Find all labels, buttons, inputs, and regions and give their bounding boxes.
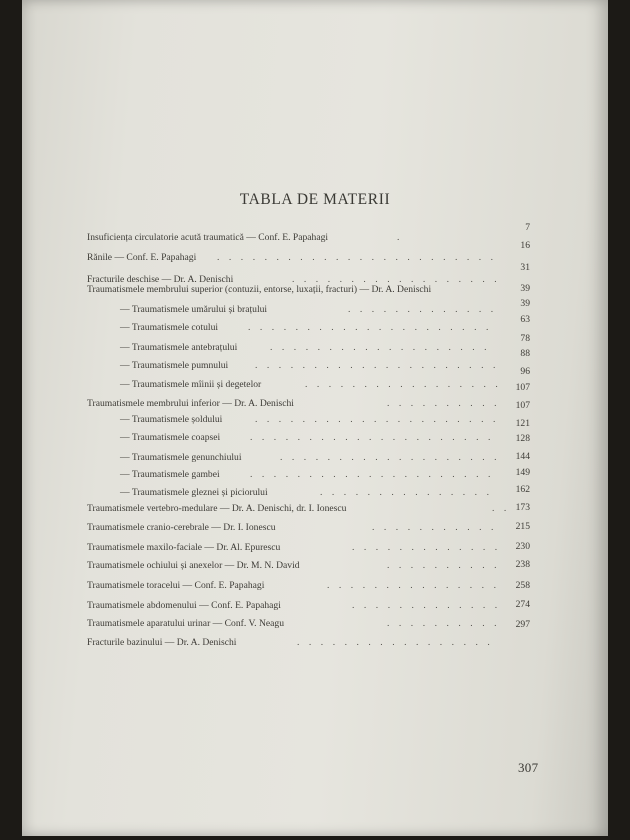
toc-page-number: 7 (525, 222, 530, 233)
toc-entry-title: Traumatismele abdomenului — Conf. E. Papahagi (87, 600, 281, 611)
dot-leader: ............. (352, 600, 507, 611)
toc-entry[interactable] (120, 377, 527, 393)
toc-entry-title: Fracturile bazinului — Dr. A. Denischi (87, 637, 237, 648)
toc-page-number: 128 (515, 433, 530, 444)
toc-page-number: 63 (520, 314, 530, 325)
toc-page-number: 16 (520, 240, 530, 251)
toc-entry-title: — Traumatismele gambei (120, 469, 220, 480)
toc-page-number: 149 (515, 467, 530, 478)
toc-page-number: 144 (515, 451, 530, 462)
dot-leader: ..................... (255, 360, 505, 371)
toc-entry[interactable] (120, 450, 527, 466)
toc-entry-title: Traumatismele membrului inferior — Dr. A. Denischi (87, 398, 294, 409)
toc-entry-title: Traumatismele aparatului urinar — Conf. V. Neagu (87, 618, 284, 629)
dot-leader: .. (492, 503, 516, 514)
toc-entry-title: — Traumatismele genunchiului (120, 452, 242, 463)
dot-leader: ................... (280, 452, 507, 463)
toc-entry[interactable] (120, 320, 527, 336)
dot-leader: ..................... (250, 469, 500, 480)
dot-leader: ............. (352, 542, 507, 553)
dot-leader: ..................... (250, 432, 500, 443)
toc-entry[interactable] (120, 430, 527, 446)
toc-entry[interactable] (87, 598, 527, 614)
toc-entry-title: Traumatismele cranio-cerebrale — Dr. I. Ionescu (87, 522, 276, 533)
toc-page-number: 297 (515, 619, 530, 630)
toc-entry-title: — Traumatismele coapsei (120, 432, 221, 443)
toc-page-number: 121 (515, 418, 530, 429)
toc-entry[interactable] (87, 540, 527, 556)
dot-leader: ................. (305, 379, 508, 390)
toc-entry-title: Traumatismele membrului superior (contuzii, entorse, luxații, fracturi) — Dr. A. Denischi (87, 284, 432, 295)
dot-leader: ................. (297, 637, 500, 648)
dot-leader: .......... (387, 398, 506, 409)
toc-entry-title: — Traumatismele mîinii și degetelor (120, 379, 262, 390)
toc-entry-title: Traumatismele toracelui — Conf. E. Papahagi (87, 580, 265, 591)
dot-leader: ..................... (255, 414, 505, 425)
toc-page-number: 173 (515, 502, 530, 513)
toc-page-number: 215 (515, 521, 530, 532)
toc-entry[interactable] (120, 358, 527, 374)
toc-page-number: 258 (515, 580, 530, 591)
toc-page-number: 274 (515, 599, 530, 610)
toc-entry-title: Traumatismele ochiului și anexelor — Dr. M. N. David (87, 560, 300, 571)
toc-entry-title: — Traumatismele cotului (120, 322, 219, 333)
toc-page-number: 31 (520, 262, 530, 273)
toc-entry-title: Rănile — Conf. E. Papahagi (87, 252, 197, 263)
toc-entry[interactable] (87, 250, 527, 266)
toc-entry-title: — Traumatismele pumnului (120, 360, 229, 371)
dot-leader: ........................ (217, 252, 503, 263)
dot-leader: ........... (372, 522, 503, 533)
toc-entry[interactable] (120, 467, 527, 483)
toc-entry[interactable] (120, 485, 527, 501)
toc-entry[interactable] (87, 520, 527, 536)
toc-entry[interactable] (87, 616, 527, 632)
dot-leader: .......... (387, 618, 506, 629)
dot-leader: ................... (270, 342, 497, 353)
toc-entry[interactable] (87, 230, 427, 246)
toc-entry-title: Traumatismele maxilo-faciale — Dr. Al. Epurescu (87, 542, 281, 553)
dot-leader: ............... (327, 580, 506, 591)
dot-leader: ............... (320, 487, 499, 498)
dot-leader: .................. (292, 274, 507, 285)
toc-entry-title: — Traumatismele antebrațului (120, 342, 238, 353)
toc-entry[interactable] (120, 340, 527, 356)
toc-page-number: 39 (520, 283, 530, 294)
toc-page-number: 107 (515, 382, 530, 393)
toc-entry[interactable] (87, 501, 527, 517)
toc-page-number: 96 (520, 366, 530, 377)
dot-leader: ............. (348, 304, 503, 315)
toc-page-number: 162 (515, 484, 530, 495)
toc-page-number: 230 (515, 541, 530, 552)
toc-page-number: 88 (520, 348, 530, 359)
toc-page-number: 107 (515, 400, 530, 411)
toc-entry-title: — Traumatismele umărului și brațului (120, 304, 268, 315)
toc-entry[interactable] (120, 412, 527, 428)
page-title: TABLA DE MATERII (239, 191, 391, 208)
toc-entry-title: Fracturile deschise — Dr. A. Denischi (87, 274, 234, 285)
page-number: 307 (518, 760, 539, 775)
toc-entry-title: — Traumatismele gleznei și piciorului (120, 487, 268, 498)
toc-entry[interactable] (120, 302, 527, 318)
toc-entry-title: Traumatismele vertebro-medulare — Dr. A. Denischi, dr. I. Ionescu (87, 503, 347, 514)
book-page (22, 0, 608, 836)
toc-entry[interactable] (87, 578, 527, 594)
toc-entry-title: — Traumatismele șoldului (120, 414, 223, 425)
toc-entry[interactable] (87, 635, 527, 651)
toc-page-number: 238 (515, 559, 530, 570)
dot-leader: . (397, 232, 409, 243)
toc-page-number: 78 (520, 333, 530, 344)
dot-leader: .......... (387, 560, 506, 571)
table-of-contents (22, 0, 608, 700)
toc-entry-title: Insuficiența circulatorie acută traumatică — Conf. E. Papahagi (87, 232, 329, 243)
toc-entry[interactable] (87, 396, 527, 412)
toc-entry[interactable] (87, 558, 527, 574)
toc-page-number: 39 (520, 298, 530, 309)
dot-leader: ..................... (248, 322, 498, 333)
toc-entry[interactable] (87, 282, 527, 298)
